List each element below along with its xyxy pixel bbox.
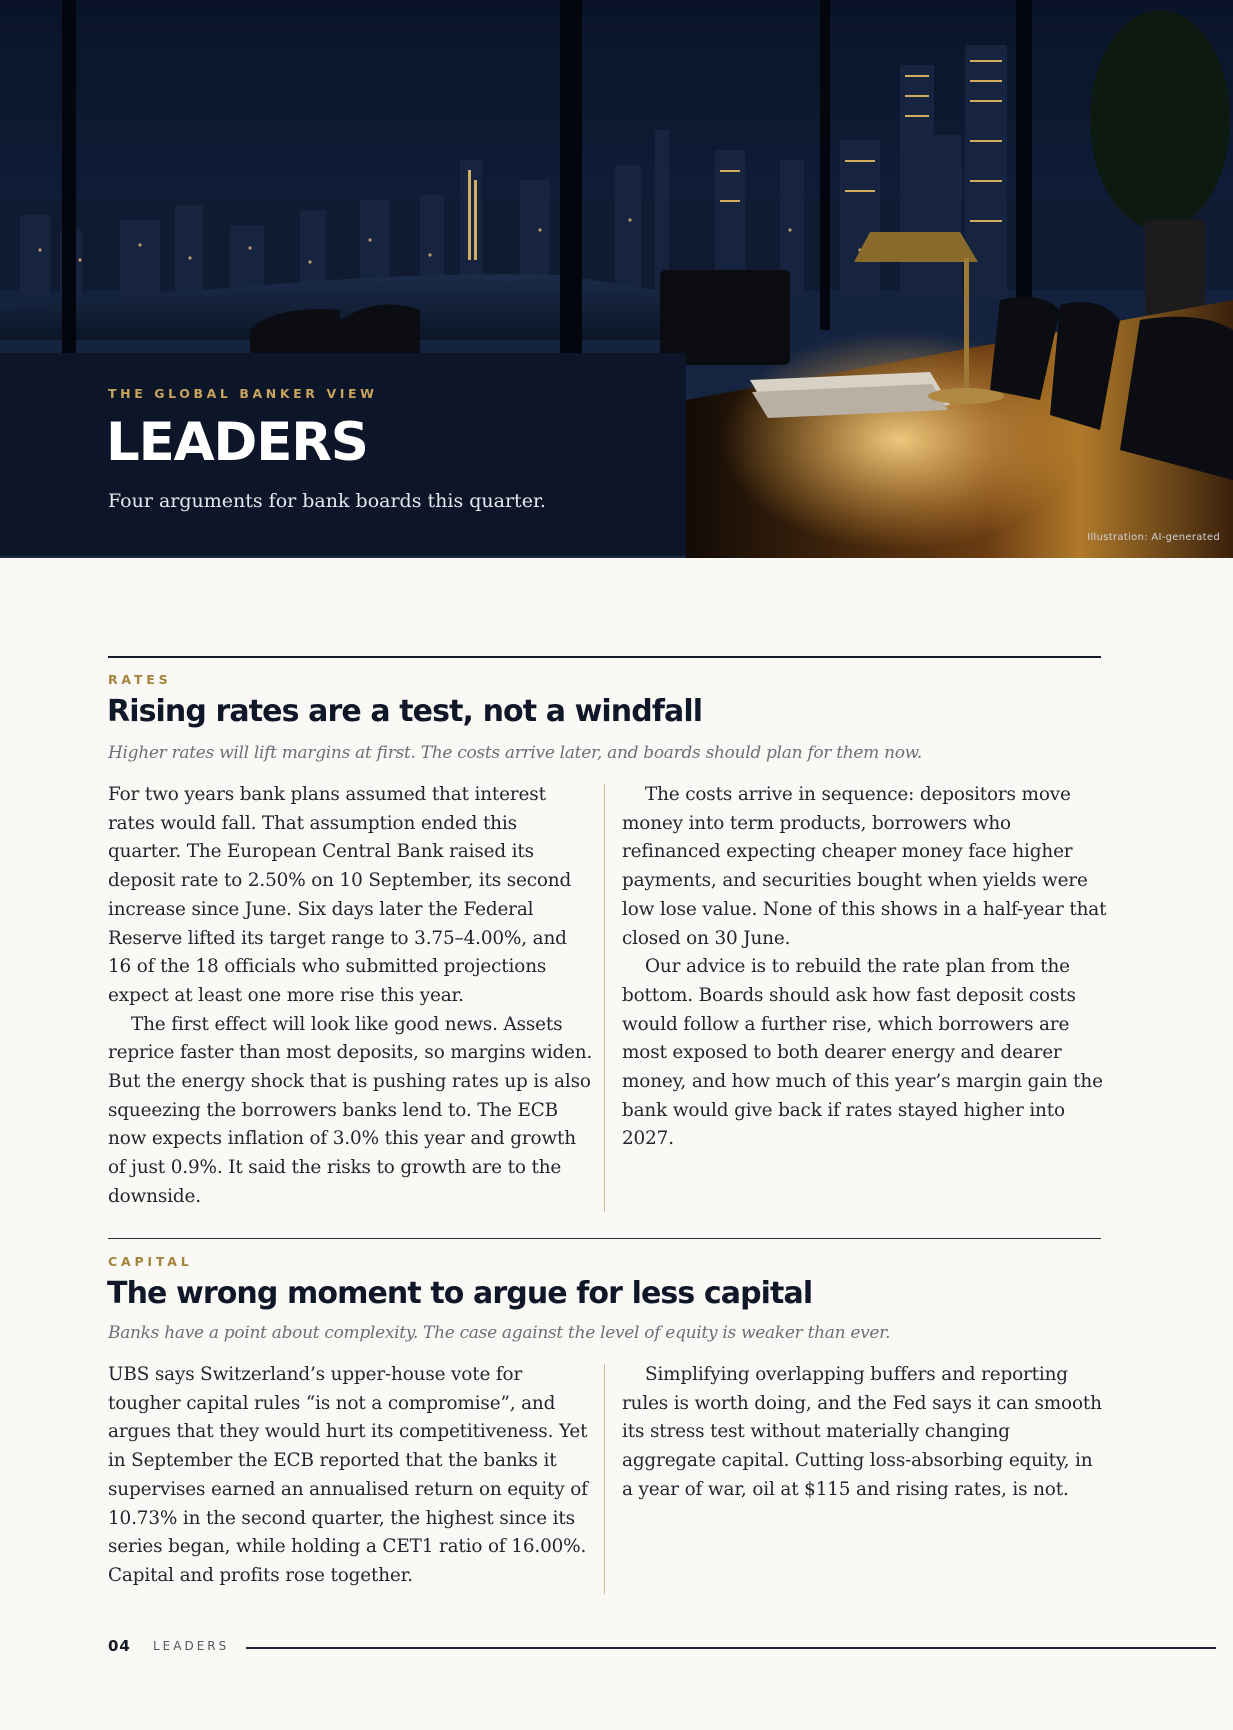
article-separator-rule [108, 1238, 1101, 1239]
article-top-rule [108, 656, 1101, 658]
section-label-capital: CAPITAL [108, 1254, 193, 1269]
article-headline: Rising rates are a test, not a windfall [107, 694, 703, 729]
hero-kicker: THE GLOBAL BANKER VIEW [108, 386, 378, 401]
illustration-credit: Illustration: AI-generated [1087, 532, 1220, 543]
column-divider [604, 1364, 605, 1594]
paragraph: Simplifying overlapping buffers and reporting rules is worth doing, and the Fed says it can smooth its stress test without materially changing aggregate capital. Cutting loss-absorbing equity, in a year of war, oil at $115 and rising rates, is not. [622, 1364, 1102, 1500]
paragraph: For two years bank plans assumed that interest rates would fall. That assumption ended this quarter. The European Central Bank raised its deposit rate to 2.50% on 10 September, its second increase since June. Six days later the Federal Reserve lifted its target range to 3.75–4.00%, and 16 of the 18 officials who submitted projections expect at least one more rise this year. [108, 784, 572, 1006]
page-number: 04 [108, 1637, 131, 1655]
footer-section-label: LEADERS [153, 1639, 230, 1653]
article-column-left [108, 781, 593, 1212]
article-column-right [622, 781, 1107, 1154]
hero-deck: Four arguments for bank boards this quarter. [108, 490, 546, 512]
article-standfirst: Banks have a point about complexity. The case against the level of equity is weaker than ever. [108, 1323, 891, 1343]
hero-banner [0, 0, 1233, 558]
page-title: LEADERS [106, 412, 368, 473]
paragraph: Our advice is to rebuild the rate plan from the bottom. Boards should ask how fast deposit costs would follow a further rise, which borrowers are most exposed to both dearer energy and dearer money, and how much of this year’s margin gain the bank would give back if rates stayed higher into 2027. [622, 956, 1103, 1150]
article-column-left [108, 1361, 593, 1591]
paragraph: The first effect will look like good news. Assets reprice faster than most deposits, so margins widen. But the energy shock that is pushing rates up is also squeezing the borrowers banks lend to. The ECB now expects inflation of 3.0% this year and growth of just 0.9%. It said the risks to growth are to the downside. [108, 1013, 593, 1207]
section-label-rates: RATES [108, 672, 172, 687]
article-standfirst: Higher rates will lift margins at first. The costs arrive later, and boards should plan for them now. [108, 743, 923, 763]
footer-rule [246, 1647, 1216, 1649]
paragraph: The costs arrive in sequence: depositors move money into term products, borrowers who refinanced expecting cheaper money face higher payments, and securities bought when yields were low lose value. None of this shows in a half-year that closed on 30 June. [622, 784, 1107, 949]
column-divider [604, 784, 605, 1212]
article-headline: The wrong moment to argue for less capital [107, 1276, 813, 1311]
paragraph: UBS says Switzerland’s upper-house vote for tougher capital rules “is not a compromise”, and argues that they would hurt its competitiveness. Yet in September the ECB reported that the banks it supervises earned an annualised return on equity of 10.73% in the second quarter, the highest since its series began, while holding a CET1 ratio of 16.00%. Capital and profits rose together. [108, 1364, 588, 1586]
article-column-right [622, 1361, 1107, 1505]
